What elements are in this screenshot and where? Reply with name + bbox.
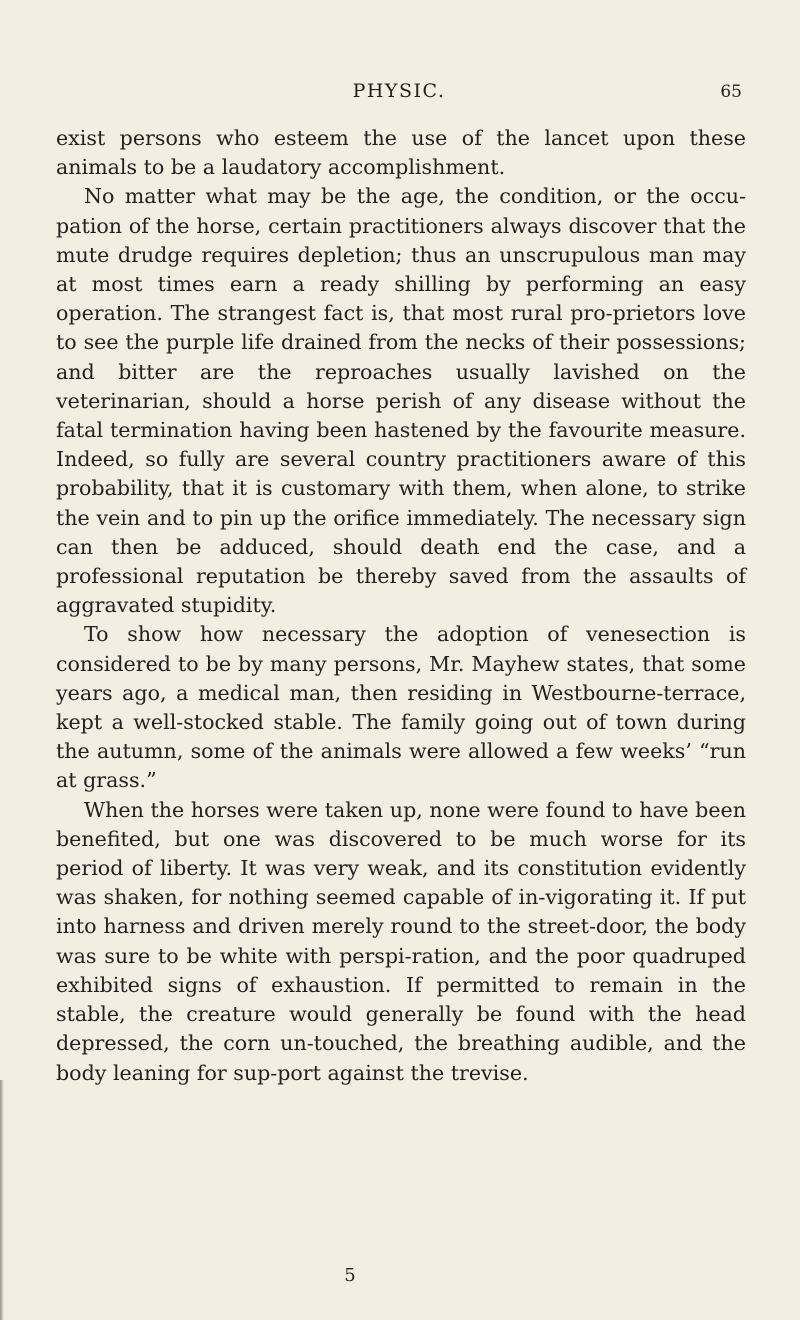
running-title: PHYSIC. [352,80,446,102]
binding-shadow [0,1080,4,1320]
paragraph-3: To show how necessary the adoption of venesection is considered to be by many persons, Mr. Mayhew states, that some years ago, a medical man, then residing in Westbourne-terrace, kept a well-stocked stable. The family going out of town during the autumn, some of the animals were allowed a few weeks’ “run at grass.” [56,622,746,793]
paragraph-1: exist persons who esteem the use of the lancet upon these animals to be a laudatory accomplishment. [56,126,746,180]
signature-mark: 5 [344,1265,356,1286]
page-number: 65 [720,82,742,102]
paragraph-2: No matter what may be the age, the condition, or the occu-pation of the horse, certain practitioners always discover that the mute drudge requires depletion; thus an unscrupulous man may at most times earn a ready shilling by performing an easy operation. The strangest fact is, that most rural pro-prietors love to see the purple life drained from the necks of their possessions; and bitter are the reproaches usually lavished on the veterinarian, should a horse perish of any disease without the fatal termination having been hastened by the favourite measure. Indeed, so fully are several country practitioners aware of this probability, that it is customary with them, when alone, to strike the vein and to pin up the orifice immediately. The necessary sign can then be adduced, should death end the case, and a professional reputation be thereby saved from the assaults of aggravated stupidity. [56,184,746,618]
paragraph-4: When the horses were taken up, none were found to have been benefited, but one was discovered to be much worse for its period of liberty. It was very weak, and its constitution evidently was shaken, for nothing seemed capable of in-vigorating it. If put into harness and driven merely round to the street-door, the body was sure to be white with perspi-ration, and the poor quadruped exhibited signs of exhaustion. If permitted to remain in the stable, the creature would generally be found with the head depressed, the corn un-touched, the breathing audible, and the body leaning for sup-port against the trevise. [56,797,746,1085]
page-header [56,78,742,108]
body-text [56,124,746,1088]
